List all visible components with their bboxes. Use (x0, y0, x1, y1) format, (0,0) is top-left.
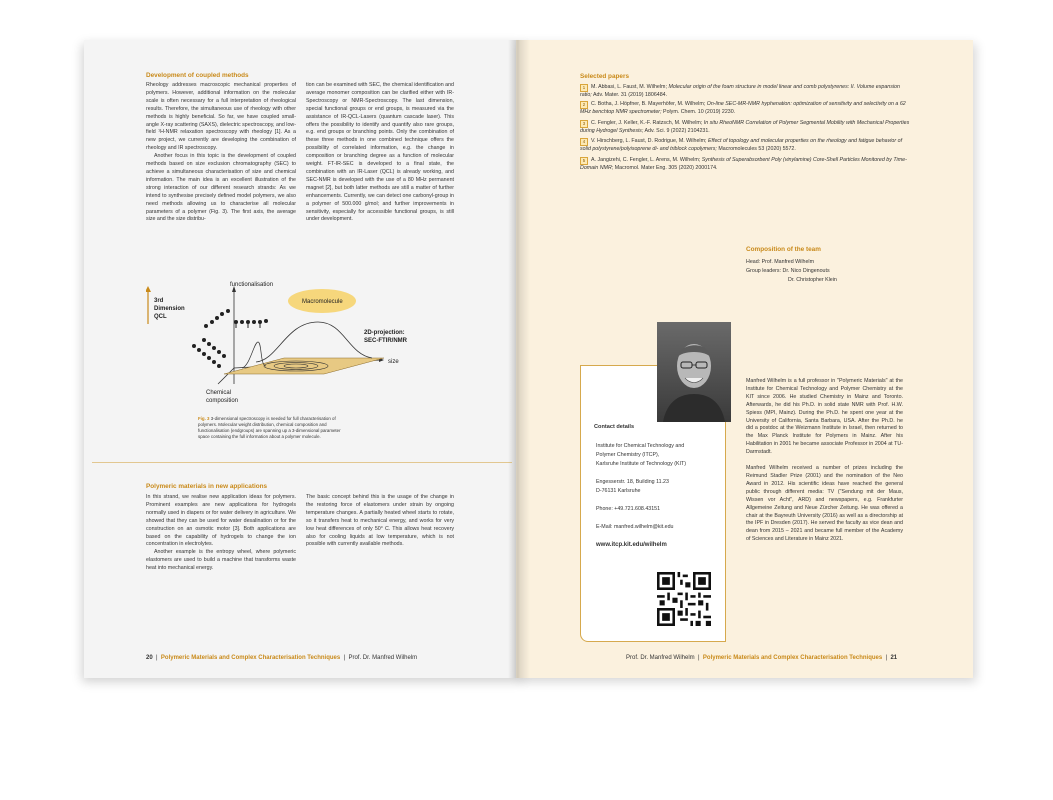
section-divider (92, 462, 512, 463)
contact-institute-3: Karlsruhe Institute of Technology (KIT) (596, 461, 686, 467)
contact-email[interactable]: E-Mail: manfred.wilhelm@kit.edu (596, 524, 674, 530)
label-composition: composition (206, 398, 239, 404)
team-leaders-2: Dr. Christopher Klein (788, 277, 837, 283)
paper-item (580, 101, 910, 116)
composition-axis (218, 368, 234, 384)
team-head: Head: Prof. Manfred Wilhelm (746, 259, 815, 265)
paper-number: 3 (580, 120, 588, 128)
label-qcl: QCL (154, 314, 167, 320)
section-heading-new-applications: Polymeric materials in new applications (146, 483, 268, 490)
contact-url-link[interactable]: www.itcp.kit.edu/wilhelm (596, 542, 667, 548)
contact-phone: Phone: +49.721.608.43151 (596, 506, 661, 512)
footer-title: Polymeric Materials and Complex Characterisation Techniques (160, 655, 341, 661)
bio-paragraph: Manfred Wilhelm received a number of prizes including the Reimund Stadler Prize (2001) and the nomination of the Neo Award in 2012. His scientific ideas have reached the general public through different media: TV ("Sendung mit der Maus, Wissen vor Acht", ARD) and newspapers, e.g. Frankfurter Allgemeine Zeitung and Neue Zürcher Zeitung. He was offered a chair at the Bayreuth University (2016) as well as a directorship at the IPF in Dresden (2017). He served the faculty as vice dean and dean from 2015 – 2021 and became full member of the Academy of Sciences and Literature in Mainz 2021. (746, 465, 903, 543)
papers-heading: Selected papers (580, 73, 630, 80)
contact-heading: Contact details (594, 424, 635, 430)
paper-authors: M. Abbasi, L. Faust, M. Wilhelm; (591, 84, 667, 90)
paper-authors: C. Fengler, J. Keller, K.-F. Ratzsch, M. Wilhelm; (591, 120, 703, 126)
paper-number: 2 (580, 101, 588, 109)
label-2d-projection: 2D-projection: (364, 330, 405, 336)
paper-number: 1 (580, 84, 588, 92)
contact-institute-2: Polymer Chemistry (ITCP), (596, 452, 660, 458)
paper-number: 4 (580, 138, 588, 146)
paper-journal: Macromolecules 53 (2020) 5572. (718, 146, 796, 152)
paper-title: In situ RheoNMR Correlation of Polymer Segmental Mobility with Mechanical Properties during Hydrogel Synthesis; (580, 120, 910, 134)
contact-institute-1: Institute for Chemical Technology and (596, 443, 685, 449)
distribution-curve (256, 322, 372, 362)
paper-item (580, 120, 910, 135)
paragraph: Rheology addresses macroscopic mechanical properties of polymers. However, additional information on the molecular scale is often necessary for a full interpretation of rheological results. Therefore, the simultaneous use of rheology with other methods is highly beneficial. So far, we have coupled small-angle X-ray scattering (SAXS), dielectric spectroscopy, and low-field ¹H-NMR relaxation spectroscopy with rheology [1]. As a new project, we currently are developing the combination of rheology and IR spectroscopy. (146, 82, 296, 152)
text-column-4 (306, 494, 454, 549)
contact-address-1: Engesserstr. 18, Building 11.23 (596, 479, 669, 485)
page-number: 20 (146, 655, 153, 661)
portrait-photo (657, 322, 731, 422)
footer-author: Prof. Dr. Manfred Wilhelm (626, 655, 695, 661)
team-list (746, 258, 837, 285)
paper-title: Synthesis of Superabsorbent Poly (vinylamine) Core-Shell Particles Monitored by Time-Domain NMR; (580, 157, 907, 171)
right-footer: Prof. Dr. Manfred Wilhelm | Polymeric Materials and Complex Characterisation Techniques | 21 (626, 655, 898, 661)
paper-journal: Polym. Chem. 10 (2019) 2230. (663, 109, 736, 115)
label-functionalisation: functionalisation (230, 282, 274, 288)
contact-address-2: D-76131 Karlsruhe (596, 488, 641, 494)
paper-journal: Adv. Sci. 9 (2022) 2104231. (644, 128, 710, 134)
biography (746, 378, 903, 544)
label-3rd: 3rd (154, 298, 164, 304)
caption-text: 3-dimensional spectroscopy is needed for full characterisation of polymers. Molecular weight distribution, chemical composition and functionalisation (endgroups) are spanning up a 3-dimensional parameter space containing the full information about a polymer molecule. (198, 416, 341, 439)
caption-tag: Fig. 3 (198, 416, 210, 421)
text-column-2 (306, 82, 454, 224)
paper-title: On-line SEC-MR-NMR hyphenation: optimization of sensitivity and selectivity on a 62 MHz benchtop NMR spectrometer; (580, 101, 906, 115)
paragraph: The basic concept behind this is the usage of the change in the restoring force of elastomers under strain by ongoing temperature changes. A partially heated wheel starts to rotate, so it transfers heat to mechanical energy, and works for very low heat differences of only 50° C. This allows heat recovery also for cooling liquids at low temperature, which is not possible with currently available methods. (306, 494, 454, 548)
text-column-3 (146, 494, 296, 573)
paragraph: tion can be examined with SEC, the chemical identification and average monomer composition can be clarified either with IR-Spectroscopy or NMR-Spectroscopy. The last dimension, special functional groups or end groups, is measured via the assistance of IR-QCL-Lasers (quantum cascade laser). This offers the possibility to identify and quantify also rare groups, e.g. end groups or branching points. Only the combination of these three methods in one combined technique offers the possibility of correlated information, e.g. the change in composition or branching degree as a function of molecular weight. FT-IR-SEC is developed to a final state, the combination with an IR-Laser (QCL) is already working, and SEC-NMR is developed with the use of a 80 MHz permanent magnet [2], but both latter methods are still a matter of further enhancements. Currently, we can detect one carbonyl-group in a polymer of 500.000 g/mol; and further improvements in sensitivity, especially for accessible functional groups, is still under development. (306, 82, 454, 223)
paper-title: Molecular origin of the foam structure in model linear and comb polystyrenes: II. Volume expansion ratio; (580, 84, 900, 98)
team-leaders: Group leaders: Dr. Nico Dingenouts (746, 268, 830, 274)
paper-title: Effect of topology and molecular properties on the rheology and fatigue behavior of solid polystyrene/polyisoprene di- and triblock copolymers; (580, 138, 903, 152)
qr-code-icon (657, 572, 711, 626)
paragraph: In this strand, we realise new application ideas for polymers. Prominent examples are new applications for hydrogels normally used in diapers or for water delivery in agriculture. We showed that they can be used for water desalination or for the construction on an osmotic motor [3]. Both applications are based on the capability of hydrogels to change the ion concentration in electrolytes. (146, 494, 296, 548)
page-number: 21 (890, 655, 898, 661)
footer-author: Prof. Dr. Manfred Wilhelm (348, 655, 418, 661)
figure-3d-spectroscopy (146, 278, 456, 410)
team-heading: Composition of the team (746, 246, 821, 253)
footer-title: Polymeric Materials and Complex Characterisation Techniques (702, 655, 883, 661)
paper-authors: A. Jangizehi, C. Fengler, L. Arens, M. Wilhelm; (591, 157, 701, 163)
book-gutter (508, 40, 530, 678)
label-dimension: Dimension (154, 306, 185, 312)
label-macromolecule: Macromolecule (302, 299, 343, 305)
paragraph: Another focus in this topic is the development of coupled methods based on size exclusion chromatography (SEC) to achieve a simultaneous characterisation of size and chemical information. The main idea is an excellent illustration of the strong interaction of our different research strands: As we intend to synthesise precisely defined model polymers, we also need methods allowing us to characterise all molecular parameters of a polymer (Fig. 3). The first axis, the average size and the size distribu- (146, 153, 296, 223)
paper-item (580, 84, 910, 99)
paper-authors: V. Hirschberg, L. Faust, D. Rodrigue, M. Wilhelm; (591, 138, 707, 144)
bio-paragraph: Manfred Wilhelm is a full professor in "Polymeric Materials" at the Institute for Chemical Technology and Polymer Chemistry at the KIT since 2006. He studied Chemistry in Mainz and Toronto. Afterwards, he did his Ph.D. in solid state NMR with Prof. H.W. Spiess (MPI, Mainz). During the Ph.D. he spent one year at the University of California, Santa Barbara, USA. After the Ph.D. he did a postdoc at the Weizmann Institute in Israel, then returned to the Max Planck Institute for Polymers in Mainz. After his Habilitation in 2001 he became associate Professor in 2004 at TU-Darmstadt. (746, 378, 903, 456)
text-column-1 (146, 82, 296, 224)
paragraph: Another example is the entropy wheel, where polymeric elastomers are used to build a machine that transforms waste heat into mechanical energy. (146, 549, 296, 572)
paper-journal: Macromol. Mater Eng. 305 (2020) 2000174. (614, 165, 718, 171)
paper-item (580, 138, 910, 153)
paper-authors: C. Botha, J. Höpfner, B. Mayerhöfer, M. Wilhelm; (591, 101, 706, 107)
paper-journal: Adv. Mater. 31 (2019) 1806484. (592, 92, 668, 98)
dimension-arrow-head (146, 286, 151, 292)
label-sec-ftir-nmr: SEC-FTIR/NMR (364, 338, 407, 344)
projection-plane (224, 358, 384, 374)
section-heading-coupled-methods: Development of coupled methods (146, 72, 249, 79)
polymer-chain-icons (192, 309, 268, 368)
paper-item (580, 157, 910, 172)
figure-caption (198, 416, 348, 440)
label-size: size (388, 359, 399, 365)
paper-number: 5 (580, 157, 588, 165)
left-footer: 20 | Polymeric Materials and Complex Characterisation Techniques | Prof. Dr. Manfred Wilhelm (146, 655, 418, 661)
label-chemical: Chemical (206, 390, 232, 396)
